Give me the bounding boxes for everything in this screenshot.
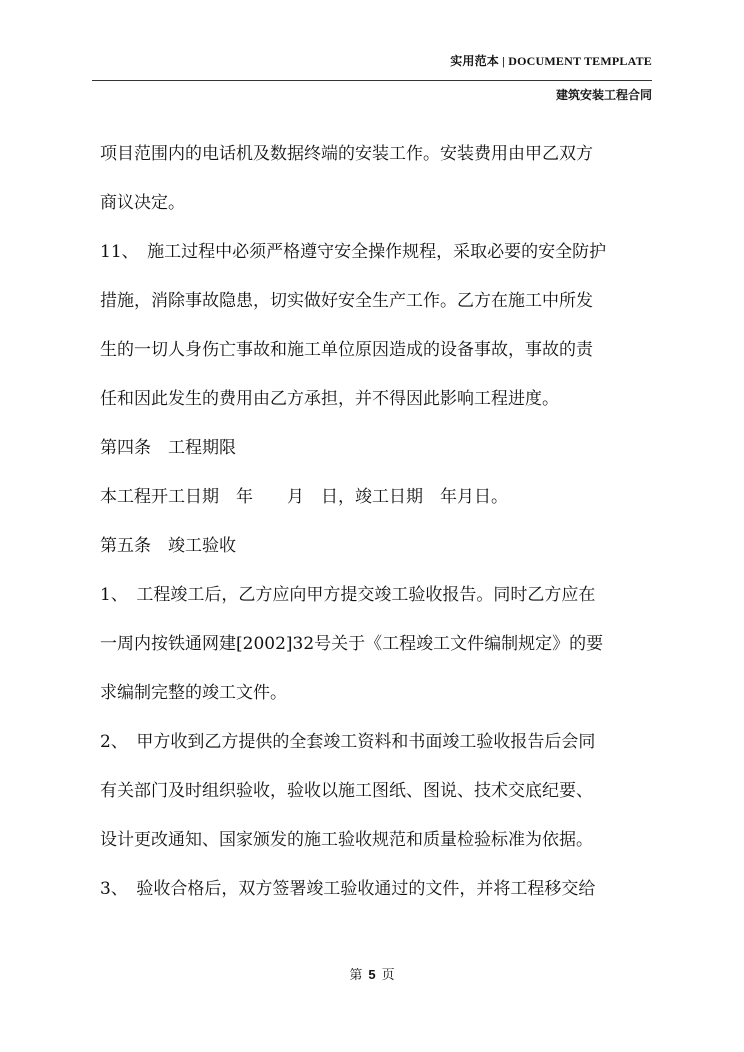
body-line: 求编制完整的竣工文件。 (100, 683, 287, 703)
header-divider (92, 80, 652, 81)
body-line: 3、 验收合格后，双方签署竣工验收通过的文件，并将工程移交给 (100, 879, 596, 899)
section-heading: 第五条 竣工验收 (100, 536, 236, 556)
page-footer (0, 964, 744, 983)
body-line: 生的一切人身伤亡事故和施工单位原因造成的设备事故，事故的责 (100, 340, 593, 360)
body-line: 1、 工程竣工后，乙方应向甲方提交竣工验收报告。同时乙方应在 (100, 585, 596, 605)
body-line: 项目范围内的电话机及数据终端的安装工作。安装费用由甲乙双方 (100, 144, 593, 164)
body-line: 11、 施工过程中必须严格遵守安全操作规程，采取必要的安全防护 (100, 242, 607, 262)
body-line: 任和因此发生的费用由乙方承担，并不得因此影响工程进度。 (100, 389, 559, 409)
body-line: 措施，消除事故隐患，切实做好安全生产工作。乙方在施工中所发 (100, 291, 593, 311)
body-line: 设计更改通知、国家颁发的施工验收规范和质量检验标准为依据。 (100, 830, 593, 850)
body-line: 2、 甲方收到乙方提供的全套竣工资料和书面竣工验收报告后会同 (100, 732, 596, 752)
page-label-prefix: 第 (349, 968, 363, 983)
page-number: 5 (368, 967, 376, 982)
body-line: 有关部门及时组织验收，验收以施工图纸、图说、技术交底纪要、 (100, 781, 593, 801)
body-line: 一周内按铁通网建[2002]32号关于《工程竣工文件编制规定》的要 (100, 634, 604, 654)
body-line: 商议决定。 (100, 193, 185, 213)
document-body (100, 130, 656, 914)
document-header-subtitle: 建筑安装工程合同 (555, 88, 652, 102)
section-heading: 第四条 工程期限 (100, 438, 236, 458)
body-line: 本工程开工日期 年 月 日，竣工日期 年月日。 (100, 487, 508, 507)
page-label-suffix: 页 (381, 968, 395, 983)
document-header-title: 实用范本 | DOCUMENT TEMPLATE (450, 54, 652, 68)
